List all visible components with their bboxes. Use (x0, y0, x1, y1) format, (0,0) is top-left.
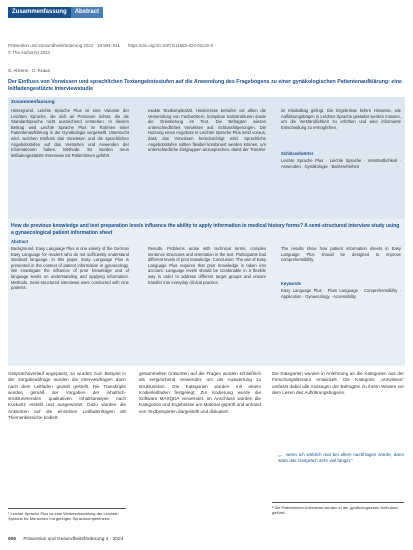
footnote-1: ¹ Leichte Sprache Plus ist eine Weiterentwicklung der Leichten Sprache für Menschen mit geringen Sprachkompetenzen. (8, 508, 126, 522)
section-subtag: Abstract (71, 7, 103, 18)
keywords-en: Easy Language Plus · Plain Language · Comprehensibility · Application · Gynaecology · Accessibility (281, 288, 401, 299)
keywords-de: Leichte Sprache Plus · Leichte Sprache · Verständlichkeit · Anwenden · Gynäkologie · Barrierefreiheit (281, 158, 401, 169)
abstract-de-col1: Hintergrund. Leichte Sprache Plus ist eine Variante der Leichten Sprache, die sich an Personen richtet, die die Standardsprache nicht ausreichend verstehen. In diesem Beitrag wird Leichte Sprache Plus im Rahmen einer Patientenaufklärung in der Gynäkologie vorgestellt. Untersucht wird, welchen Einfluss das Vorwissen und die sprachlichen Angebotsstufen auf das Verstehen und Anwenden der Informationen haben. Methode. Es wurden neun leitfadengestützte Interviews mit Patientinnen geführt. (11, 108, 129, 158)
abstract-en (8, 219, 405, 366)
body-col1: Gesprächsverlauf angepasst, so wurden zum Beispiel in der Vorgabeabfrage wurden die Interviewfragen dann nach dem Leitfaden gezielt gestellt. Die Transkripte wurden gemäß der Vorgaben der inhaltlich-strukturierenden qualitativen Inhaltsanalyse nach Kuckartz erstellt und ausgewertet. Dazu wurden die Antworten auf die einzelnen Leitfadenfragen als Themenbereiche kodiert. (8, 371, 126, 421)
keywords-en-heading: Keywords (281, 281, 302, 286)
abstract-en-col1: Background. Easy Language Plus is one variety of the German Easy Language for readers who do not sufficiently understand standard language. In this paper, Easy Language Plus is presented in the context of patient information in gynaecology. We investigate the influence of prior knowledge and of language levels on understanding and applying information. Methods. Semi-structured interviews were conducted with nine patients. (11, 246, 129, 291)
doi-link[interactable]: https://doi.org/10.1007/s11553-024-01132-0 (128, 43, 214, 48)
body-col2: gesammelten Antworten auf die Fragen wurden schließlich als vergleichend verwendet, um die Auswertung zu strukturieren. Die Kategorien wurden mit einem Kodierleitfaden festgelegt. Zur Kodierung wurde die Software MAXQDA verwendet. Im Anschluss wurden die Kategorien und Ergebnisse am Material geprüft und anhand von Textbeispielen dargestellt und diskutiert. (139, 371, 261, 414)
page-footer (8, 537, 123, 542)
article-title-en: How do previous knowledge and text preparation levels influence the ability to apply information in medical history forms? A semi-structured interview study using a gynaecological patient information sheet (11, 223, 400, 236)
authors: S. Ahrens · C. Kraus (8, 68, 50, 73)
interview-quote: „… wenn ich wirklich mal bei allem nachfragen würde, dann wäre das Gespräch sehr viel länger.“ (278, 452, 404, 464)
abstract-de (8, 97, 405, 219)
copyright: © The Author(s) 2024 (8, 50, 50, 55)
section-tag: Zusammenfassung (8, 7, 71, 18)
abstract-en-heading: Abstract (11, 239, 28, 244)
section-header (8, 7, 103, 18)
footer-journal: Prävention und Gesundheitsförderung 4 · 2024 (23, 537, 124, 542)
keywords-de-heading: Schlüsselwörter (281, 151, 314, 156)
page-number: 506 (8, 537, 17, 542)
article-title-de: Der Einfluss von Vorwissen und sprachlichen Textangebotsstufen auf die Anwendung des Fragebogens zu einer gynäkologischen Patientenaufklärung: eine leitfadengestützte Interviewstudie (8, 79, 402, 92)
abstract-en-col2: Results. Problems arose with technical terms, complex sentence structures and orientation in the text. Participants had different levels of prior knowledge. Conclusion. The use of Easy Language Plus requires that prior knowledge is taken into account. Language levels should be combinable in a flexible way in order to address different target groups and ensure transfer into everyday clinical practice. (148, 246, 266, 285)
abstract-en-col3: The results show how patient information sheets in Easy Language Plus should be designed to improve comprehensibility. (281, 246, 401, 263)
journal-citation: Prävention und Gesundheitsförderung 2024 · 19:504–511 (8, 43, 120, 48)
abstract-de-heading: Zusammenfassung (11, 100, 55, 105)
abstract-de-col2: exakte Textkomplexität. Hindernisse betrafen vor allem die Verwendung von Fachwörtern, komplexe Satzstrukturen sowie die Orientierung im Text. Die Befragten wiesen unterschiedliches Vorwissen auf. Schlussfolgerungen. Die Nutzung eines Angebots in Leichter Sprache Plus setzt voraus, dass das Vorwissen berücksichtigt wird. Sprachliche Angebotsstufen sollten flexibel kombiniert werden können, um unterschiedliche Zielgruppen anzusprechen, damit der Transfer (148, 108, 266, 153)
abstract-de-col3: im Klinikalltag gelingt. Die Ergebnisse liefern Hinweise, wie Aufklärungsbögen in Leichter Sprache gestaltet werden müssen, um die Verständlichkeit zu erhöhen und eine informierte Entscheidung zu ermöglichen. (281, 108, 401, 130)
body-col3: Die Kategorien wurden in Anlehnung an die Kategorien aus der Forschungsliteratur entwickelt. Die Kategorie „Vorwissen“ umfasst dabei alle Aussagen der Befragten zu ihrem Wissen vor dem Lesen des Aufklärungsbogens. (272, 371, 404, 395)
footnote-2: ² Die Patientinnen-Interviews wurden in der gynäkologischen Ambulanz geführt. (272, 502, 404, 516)
